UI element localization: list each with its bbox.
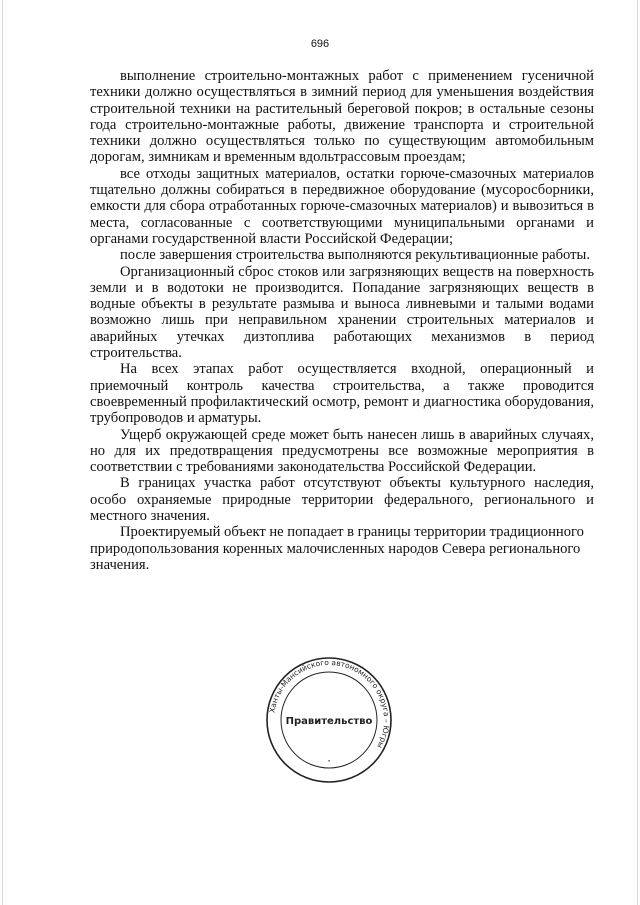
scan-left-edge [2, 0, 3, 905]
paragraph: Организационный сброс стоков или загрязняющих веществ на поверхность земли и в водотоки не производится. Попадание загрязняющих веществ в водные объекты в результате размыва и выноса ливневыми и талыми водами возможно лишь при неправильном хранении строительных материалов и аварийных утечках дизтоплива работающих механизмов в период строительства. [90, 263, 594, 362]
paragraph: Проектируемый объект не попадает в границы территории традиционного природопользования коренных малочисленных народов Севера регионального значения. [90, 524, 584, 573]
page-number: 696 [310, 38, 330, 50]
paragraph: В границах участка работ отсутствуют объекты культурного наследия, особо охраняемые природные территории федерального, регионального и местного значения. [90, 475, 594, 525]
paragraph: после завершения строительства выполняются рекультивационные работы. [120, 247, 590, 264]
stamp-dot: • [327, 759, 331, 765]
paragraph: выполнение строительно-монтажных работ с применением гусеничной техники должно осуществляться в зимний период для уменьшения воздействия строительной техники на растительный береговой покров; в остальные сезоны года строительно-монтажные работы, движение транспорта и строительной техники должно осуществляться только по существующим автомобильным дорогам, зимникам и временным вдольтрассовым проездам; [90, 68, 594, 166]
document-body [90, 68, 594, 573]
official-stamp [264, 655, 394, 785]
stamp-ring-text: Ханты-Мансийского автономного округа – Югры [267, 657, 392, 750]
paragraph: Ущерб окружающей среде может быть нанесен лишь в аварийных случаях, но для их предотвращения предусмотрены все возможные мероприятия в соответствии с требованиями законодательства Российской Федерации. [90, 426, 594, 476]
stamp-center-text: Правительство [285, 716, 373, 727]
paragraph: На всех этапах работ осуществляется входной, операционный и приемочный контроль качества строительства, а также проводится своевременный профилактический осмотр, ремонт и диагностика оборудования, трубопроводов и арматуры. [90, 361, 594, 427]
scan-right-edge [637, 0, 638, 905]
paragraph: все отходы защитных материалов, остатки горюче-смазочных материалов тщательно должны собираться в передвижное оборудование (мусоросборники, емкости для сбора отработанных горюче-смазочных материалов) и вывозиться в места, согласованные с соответствующими муниципальными органами и органами государственной власти Российской Федерации; [90, 165, 594, 247]
